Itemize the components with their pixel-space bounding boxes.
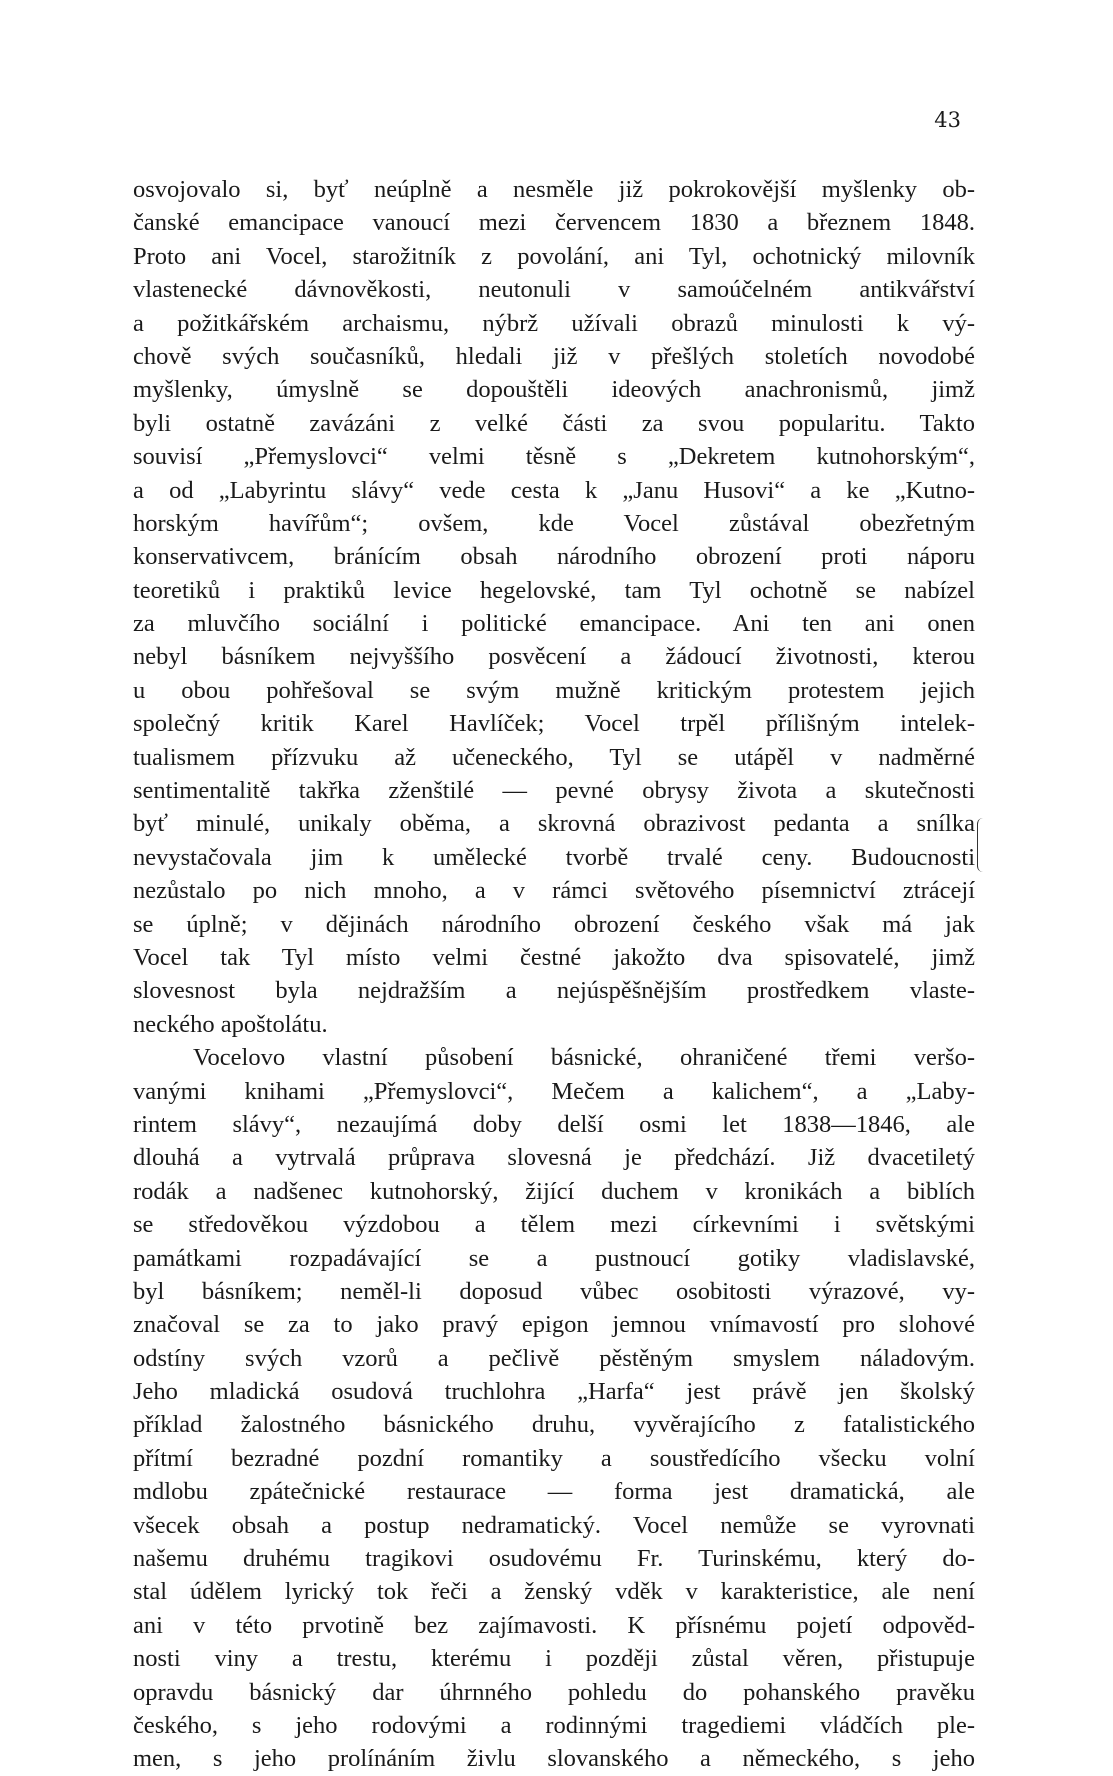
- text-line: a požitkářském archaismu, nýbrž užívali obrazů minulosti k vý-: [133, 309, 975, 337]
- text-line: mdlobu zpátečnické restaurace — forma jest dramatická, ale: [133, 1478, 975, 1506]
- text-line: nosti viny a trestu, kterému i později zůstal věren, přistupuje: [133, 1645, 975, 1673]
- text-line: men, s jeho prolínáním živlu slovanského a německého, s jeho: [133, 1745, 975, 1773]
- text-line: souvisí „Přemyslovci“ velmi těsně s „Dekretem kutnohorským“,: [133, 443, 975, 471]
- text-line: Vocel tak Tyl místo velmi čestné jakožto dva spisovatelé, jimž: [133, 943, 975, 971]
- text-line: přítmí bezradné pozdní romantiky a soustředícího všecku volní: [133, 1444, 975, 1472]
- text-line: horským havířům“; ovšem, kde Vocel zůstával obezřetným: [133, 509, 975, 537]
- text-line: myšlenky, úmyslně se dopouštěli ideových anachronismů, jimž: [133, 376, 975, 404]
- text-line: za mluvčího sociální i politické emancipace. Ani ten ani onen: [133, 610, 975, 638]
- paragraph-1: [133, 173, 975, 1041]
- text-line: vlastenecké dávnověkosti, neutonuli v samoúčelném antikvářství: [133, 276, 975, 304]
- text-line: tualismem přízvuku až učeneckého, Tyl se utápěl v nadměrné: [133, 743, 975, 771]
- text-line: vanými knihami „Přemyslovci“, Mečem a kalichem“, a „Laby-: [133, 1077, 975, 1105]
- text-line: značoval se za to jako pravý epigon jemnou vnímavostí pro slohové: [133, 1311, 975, 1339]
- text-line: byť minulé, unikaly oběma, a skrovná obrazivost pedanta a snílka: [133, 810, 975, 838]
- text-line: památkami rozpadávající se a pustnoucí gotiky vladislavské,: [133, 1244, 975, 1272]
- text-line: Vocelovo vlastní působení básnické, ohraničené třemi veršo-: [193, 1044, 975, 1072]
- text-line: českého, s jeho rodovými a rodinnými tragediemi vládčích ple-: [133, 1711, 975, 1739]
- text-line: teoretiků i praktiků levice hegelovské, tam Tyl ochotně se nabízel: [133, 576, 975, 604]
- text-line: slovesnost byla nejdražším a nejúspěšnějším prostředkem vlaste-: [133, 977, 975, 1005]
- margin-bracket-mark: [977, 818, 986, 872]
- text-line: příklad žalostného básnického druhu, vyvěrajícího z fatalistického: [133, 1411, 975, 1439]
- text-line: byli ostatně zavázáni z velké části za svou popularitu. Takto: [133, 409, 975, 437]
- text-line: nebyl básníkem nejvyššího posvěcení a žádoucí životnosti, kterou: [133, 643, 975, 671]
- text-line: chově svých současníků, hledali již v přešlých stoletích novodobé: [133, 342, 975, 370]
- text-line: rodák a nadšenec kutnohorský, žijící duchem v kronikách a biblích: [133, 1177, 975, 1205]
- text-line: sentimentalitě takřka zženštilé — pevné obrysy života a skutečnosti: [133, 777, 975, 805]
- text-line: všecek obsah a postup nedramatický. Vocel nemůže se vyrovnati: [133, 1511, 975, 1539]
- text-line: odstíny svých vzorů a pečlivě pěstěným smyslem náladovým.: [133, 1344, 975, 1372]
- text-line: a od „Labyrintu slávy“ vede cesta k „Janu Husovi“ a ke „Kutno-: [133, 476, 975, 504]
- text-line: Jeho mladická osudová truchlohra „Harfa“ jest právě jen školský: [133, 1378, 975, 1406]
- text-line: dlouhá a vytrvalá průprava slovesná je předchází. Již dvacetiletý: [133, 1144, 975, 1172]
- text-line: se středověkou výzdobou a tělem mezi církevními i světskými: [133, 1211, 975, 1239]
- text-line: ani v této prvotině bez zajímavosti. K přísnému pojetí odpověd-: [133, 1611, 975, 1639]
- text-line: konservativcem, bránícím obsah národního obrození proti náporu: [133, 543, 975, 571]
- text-line: čanské emancipace vanoucí mezi červencem 1830 a březnem 1848.: [133, 209, 975, 237]
- paragraph-2: [133, 1041, 975, 1776]
- text-line: nezůstalo po nich mnoho, a v rámci světového písemnictví ztrácejí: [133, 877, 975, 905]
- text-line: u obou pohřešoval se svým mužně kritickým protestem jejich: [133, 676, 975, 704]
- text-line: opravdu básnický dar úhrnného pohledu do pohanského pravěku: [133, 1678, 975, 1706]
- text-line: rintem slávy“, nezaujímá doby delší osmi let 1838—1846, ale: [133, 1110, 975, 1138]
- text-line: našemu druhému tragikovi osudovému Fr. Turinskému, který do-: [133, 1545, 975, 1573]
- page-number: 43: [934, 108, 961, 132]
- text-line: neckého apoštolátu.: [133, 1010, 328, 1038]
- text-line: společný kritik Karel Havlíček; Vocel trpěl přílišným intelek-: [133, 710, 975, 738]
- text-line: se úplně; v dějinách národního obrození českého však má jak: [133, 910, 975, 938]
- text-line: stal údělem lyrický tok řeči a ženský vděk v karakteristice, ale není: [133, 1578, 975, 1606]
- text-line: nevystačovala jim k umělecké tvorbě trvalé ceny. Budoucnosti: [133, 843, 975, 871]
- text-line: osvojovalo si, byť neúplně a nesměle již pokrokovější myšlenky ob-: [133, 176, 975, 203]
- body-text: [133, 173, 975, 1776]
- text-line: byl básníkem; neměl-li doposud vůbec osobitosti výrazové, vy-: [133, 1277, 975, 1305]
- text-line: Proto ani Vocel, starožitník z povolání, ani Tyl, ochotnický milovník: [133, 242, 975, 270]
